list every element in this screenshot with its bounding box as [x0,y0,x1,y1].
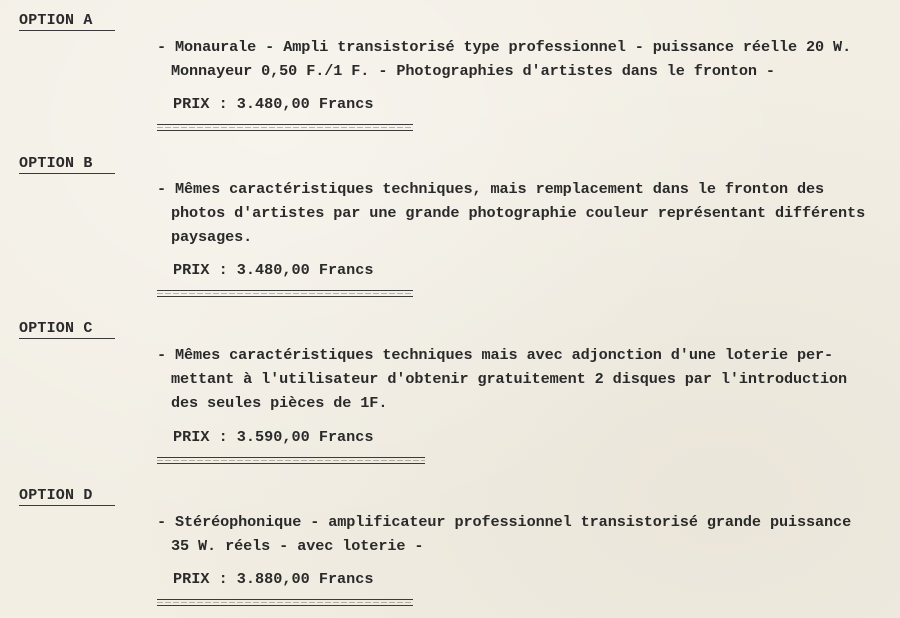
description-line: photos d'artistes par une grande photographie couleur représentant différents [171,204,866,222]
description-line: - Mêmes caractéristiques techniques mais avec adjonction d'une loterie per- [157,346,834,364]
description-line: Monnayeur 0,50 F./1 F. - Photographies d'artistes dans le fronton - [171,62,775,80]
option-title: OPTION D [19,487,115,506]
double-underline [157,290,413,297]
option-price: PRIX : 3.880,00 Francs [173,570,374,588]
description-line: - Stéréophonique - amplificateur professionnel transistorisé grande puissance [157,513,852,531]
description-line: 35 W. réels - avec loterie - [171,537,424,555]
option-description [157,510,892,558]
description-line: - Mêmes caractéristiques techniques, mais remplacement dans le fronton des [157,180,825,198]
option-price: PRIX : 3.480,00 Francs [173,261,374,279]
option-price: PRIX : 3.480,00 Francs [173,95,374,113]
description-line: des seules pièces de 1F. [171,394,388,412]
option-title: OPTION A [19,12,115,31]
double-underline [157,124,413,131]
option-title: OPTION B [19,155,115,174]
double-underline [157,599,413,606]
option-description [157,35,892,83]
description-line: paysages. [171,228,253,246]
double-underline [157,457,425,464]
option-price: PRIX : 3.590,00 Francs [173,428,374,446]
option-title: OPTION C [19,320,115,339]
option-description [157,177,892,249]
description-line: mettant à l'utilisateur d'obtenir gratuitement 2 disques par l'introduction [171,370,848,388]
option-description [157,343,892,415]
description-line: - Monaurale - Ampli transistorisé type professionnel - puissance réelle 20 W. [157,38,852,56]
